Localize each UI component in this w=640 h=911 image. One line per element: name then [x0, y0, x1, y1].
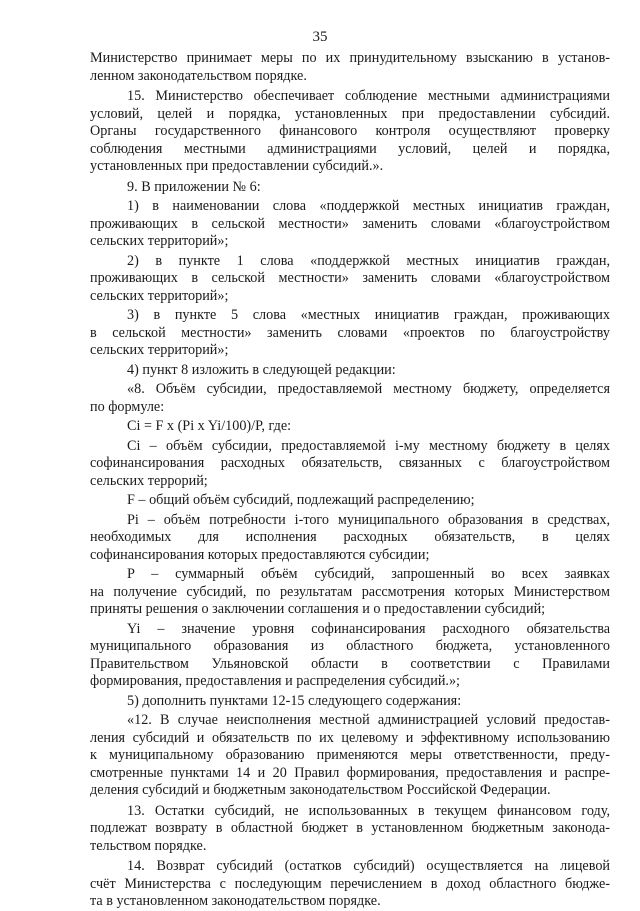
text-line: в сельской местности» заменить словами «проектов по благоустройству	[90, 324, 610, 341]
text-line: сельских территорий»;	[90, 342, 229, 358]
text-line: установленных при предоставлении субсидий.».	[90, 158, 384, 174]
page-number: 35	[312, 29, 328, 45]
text-line: Ci – объём субсидии, предоставляемой i-му местному бюджету в целях	[127, 437, 610, 454]
text-line: формирования, предоставления и распределения субсидий.»;	[90, 673, 460, 689]
text-line: подлежат возврату в областной бюджет в установленном бюджетным законода-	[90, 820, 610, 836]
text-line: 5) дополнить пунктами 12-15 следующего содержания:	[127, 692, 462, 709]
text-line: F – общий объём субсидий, подлежащий распределению;	[127, 492, 475, 508]
text-line: тельством порядке.	[90, 837, 207, 854]
text-line: 9. В приложении № 6:	[127, 178, 261, 195]
text-line: 14. Возврат субсидий (остатков субсидий) осуществляется на лицевой	[127, 858, 610, 874]
text-line: 13. Остатки субсидий, не использованных в текущем финансовом году,	[127, 802, 610, 819]
text-line: проживающих в сельской местности» заменить словами «благоустройством	[90, 270, 610, 286]
text-line: сельских территорий»;	[90, 287, 229, 304]
document-body	[90, 50, 610, 911]
text-line: «8. Объём субсидии, предоставляемой местному бюджету, определяется	[127, 381, 610, 397]
text-line: сельских территорий»;	[90, 233, 229, 249]
text-line: деления субсидий и бюджетным законодательством Российской Федерации.	[90, 782, 551, 798]
text-line: муниципального образования из областного бюджета, установленного	[90, 638, 610, 654]
text-line: 3) в пункте 5 слова «местных инициатив граждан, проживающих	[127, 307, 610, 323]
text-line: ления субсидий и обязательств по их целевому и эффективному использованию	[90, 729, 610, 746]
text-line: к муниципальному образованию применяются меры ответственности, преду-	[90, 747, 610, 763]
text-line: соблюдения местными администрациями условий, целей и порядка,	[90, 140, 610, 157]
text-line: сельских террорий;	[90, 472, 208, 489]
text-line: 15. Министерство обеспечивает соблюдение местными администрациями	[127, 88, 610, 104]
text-line: проживающих в сельской местности» заменить словами «благоустройством	[90, 215, 610, 232]
text-line: счёт Министерства с последующим перечислением в доход областного бюдже-	[90, 875, 610, 892]
text-line: Pi – объём потребности i-того муниципального образования в средствах,	[127, 511, 610, 528]
text-line: 2) в пункте 1 слова «поддержкой местных инициатив граждан,	[127, 252, 610, 269]
text-line: 4) пункт 8 изложить в следующей редакции:	[127, 361, 396, 378]
text-line: Министерство принимает меры по их принудительному взысканию в установ-	[90, 50, 610, 66]
text-line: софинансирования которых предоставляются субсидии;	[90, 546, 430, 563]
text-line: Yi – значение уровня софинансирования расходного обязательства	[127, 620, 610, 637]
text-line: условий, целей и порядка, установленных при предоставлении субсидий.	[90, 105, 610, 122]
text-line: на получение субсидий, по результатам рассмотрения которых Министерством	[90, 583, 610, 600]
text-line: приняты решения о заключении соглашения и о предоставлении субсидий;	[90, 601, 546, 617]
text-line: 1) в наименовании слова «поддержкой местных инициатив граждан,	[127, 198, 610, 214]
text-line: смотренные пунктами 14 и 20 Правил формирования, предоставления и распре-	[90, 764, 610, 781]
text-line: P – суммарный объём субсидий, запрошенный во всех заявках	[127, 566, 610, 582]
text-line: та в установленном законодательством порядке.	[90, 893, 381, 909]
text-line: необходимых для исполнения расходных обязательств, в целях	[90, 529, 610, 545]
text-line: софинансирования расходных обязательств, связанных с благоустройством	[90, 455, 610, 471]
text-line: Ci = F x (Pi x Yi/100)/P, где:	[127, 418, 292, 434]
text-line: Правительством Ульяновской области в соответствии с Правилами	[90, 655, 610, 672]
text-line: «12. В случае неисполнения местной администрацией условий предостав-	[127, 712, 610, 728]
text-line: Органы государственного финансового контроля осуществляют проверку	[90, 123, 610, 139]
text-line: ленном законодательством порядке.	[90, 67, 307, 84]
text-line: по формуле:	[90, 398, 165, 415]
